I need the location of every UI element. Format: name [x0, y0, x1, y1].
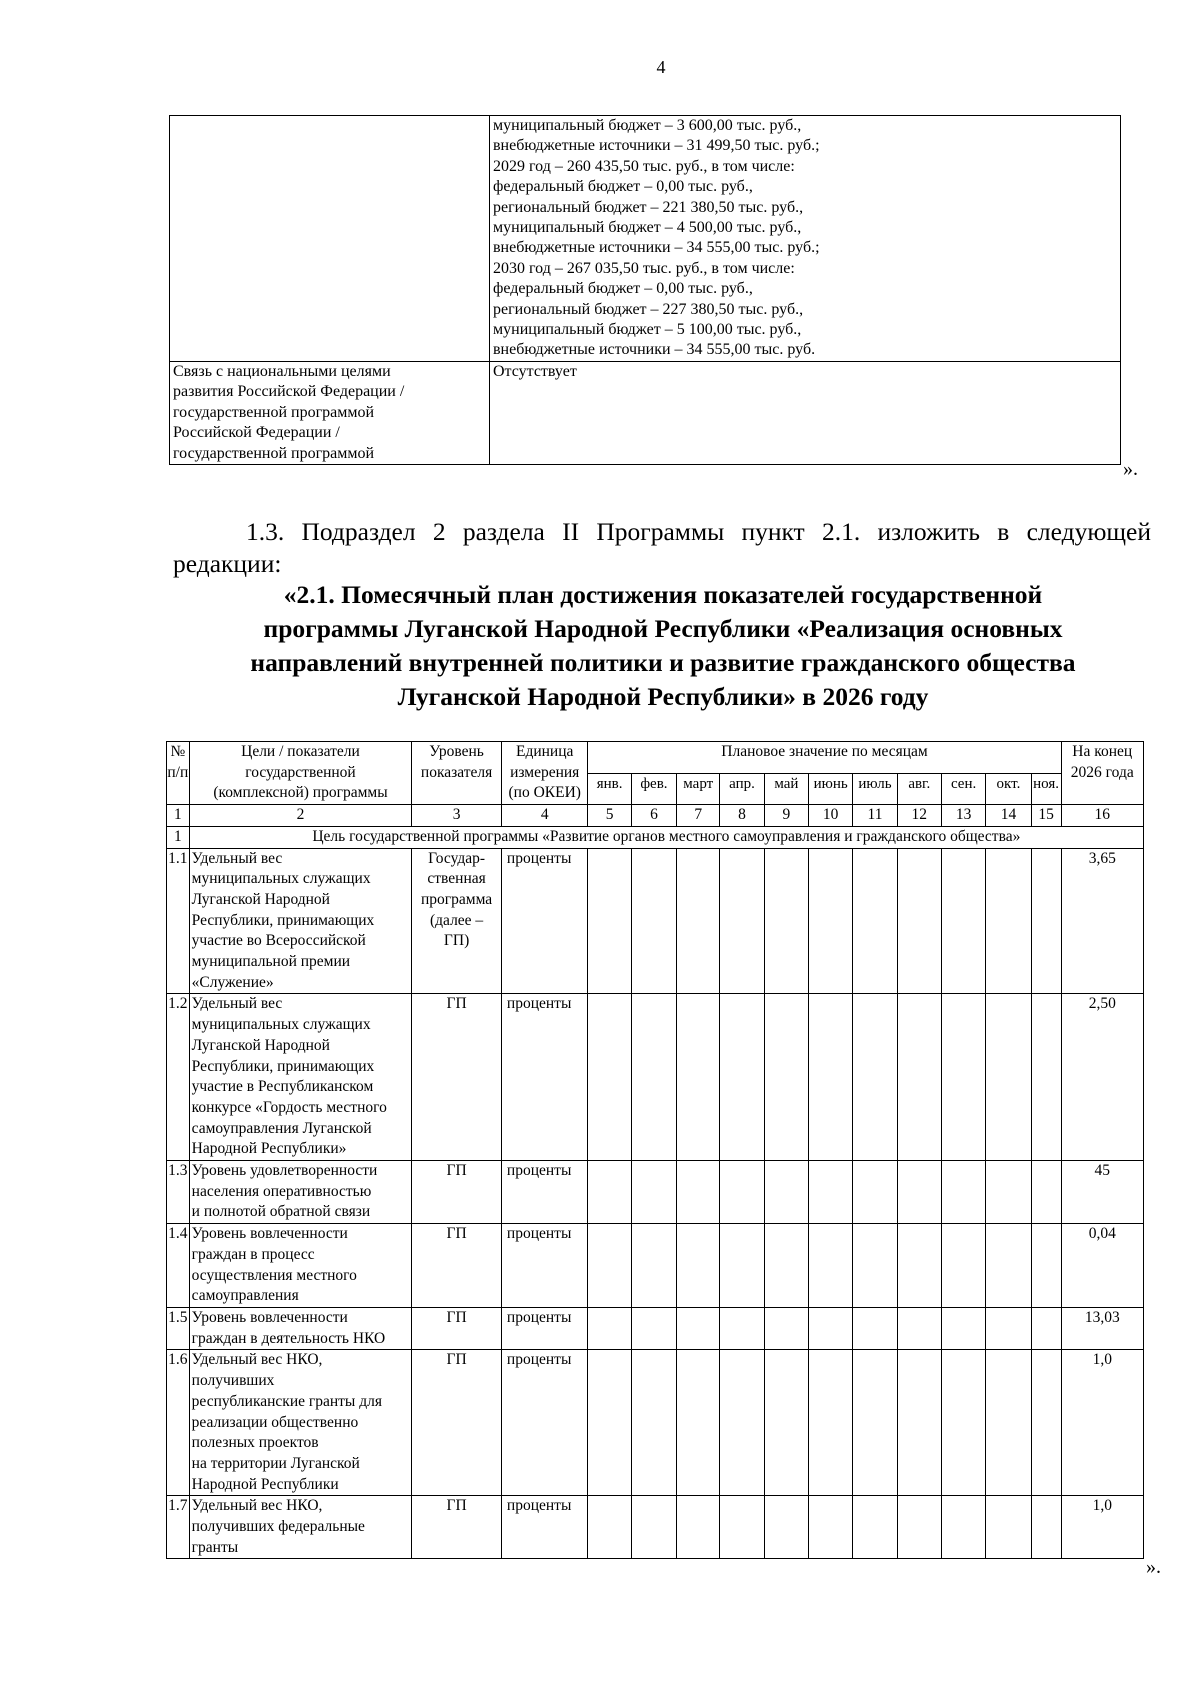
indicator-unit: проценты — [501, 1496, 588, 1559]
indicator-level — [412, 1161, 502, 1224]
month-value-cell — [764, 1307, 808, 1349]
month-value-cell — [941, 848, 985, 994]
month-value-cell — [986, 1161, 1031, 1224]
indicator-name-line: муниципальной премии — [191, 953, 351, 971]
indicator-name-line: получивших федеральные — [191, 1518, 365, 1536]
month-value-cell — [631, 1224, 676, 1308]
indicator-name-line: Удельный вес НКО, — [191, 1497, 323, 1515]
month-value-cell — [720, 1496, 764, 1559]
header-text: государственной — [245, 763, 356, 781]
table-row — [167, 848, 1144, 994]
month-value-cell — [897, 1307, 941, 1349]
month-value-cell — [720, 1224, 764, 1308]
month-value-cell — [1031, 1350, 1061, 1496]
month-value-cell — [631, 994, 676, 1161]
header-end — [1061, 742, 1143, 805]
indicator-name-line: и полнотой обратной связи — [191, 1203, 371, 1221]
page-number: 4 — [656, 57, 666, 77]
indicator-level-line: ГП — [446, 1162, 467, 1180]
month-value-cell — [588, 848, 631, 994]
indicator-level-line: ГП — [446, 1225, 467, 1243]
month-value-cell — [764, 1496, 808, 1559]
indicator-name-line: получивших — [191, 1372, 275, 1390]
month-value-cell — [631, 1496, 676, 1559]
financing-line: региональный бюджет – 227 380,50 тыс. руб., — [493, 300, 804, 318]
month-value-cell — [677, 1496, 720, 1559]
column-number: 9 — [764, 805, 808, 827]
indicator-name-line: Уровень удовлетворенности — [191, 1162, 378, 1180]
indicator-rows — [167, 848, 1144, 1559]
month-value-cell — [720, 994, 764, 1161]
month-value-cell — [941, 994, 985, 1161]
year-end-value: 13,03 — [1061, 1307, 1143, 1349]
month-header: июль — [853, 773, 897, 805]
month-value-cell — [677, 848, 720, 994]
month-value-cell — [809, 848, 853, 994]
link-label-line: государственной программой — [173, 444, 375, 462]
row-number: 1.6 — [167, 1350, 190, 1496]
header-row — [167, 742, 1144, 774]
month-value-cell — [986, 1224, 1031, 1308]
month-value-cell — [720, 1350, 764, 1496]
header-goals — [189, 742, 412, 805]
indicator-name-line: «Служение» — [191, 973, 274, 991]
header-level — [412, 742, 502, 805]
month-value-cell — [1031, 994, 1061, 1161]
month-value-cell — [764, 994, 808, 1161]
month-value-cell — [764, 848, 808, 994]
month-header: ноя. — [1031, 773, 1061, 805]
indicator-name-line: республиканские гранты для — [191, 1392, 382, 1410]
column-number: 13 — [941, 805, 985, 827]
month-value-cell — [1031, 848, 1061, 994]
indicator-name-line: Народной Республики — [191, 1475, 339, 1493]
column-numbers-row — [167, 805, 1144, 827]
header-text: (по ОКЕИ) — [508, 784, 581, 802]
financing-line: муниципальный бюджет – 4 500,00 тыс. руб., — [493, 219, 802, 237]
month-value-cell — [986, 848, 1031, 994]
month-value-cell — [853, 1161, 897, 1224]
passport-continuation-table — [169, 115, 1121, 465]
column-number: 7 — [677, 805, 720, 827]
financing-line: внебюджетные источники – 34 555,00 тыс. руб.; — [493, 239, 820, 257]
month-value-cell — [941, 1350, 985, 1496]
column-number: 5 — [588, 805, 631, 827]
financing-line: муниципальный бюджет – 3 600,00 тыс. руб., — [493, 117, 802, 134]
month-value-cell — [764, 1161, 808, 1224]
indicator-level — [412, 1496, 502, 1559]
column-number: 11 — [853, 805, 897, 827]
month-value-cell — [986, 994, 1031, 1161]
indicator-name-line: Народной Республики» — [191, 1140, 347, 1158]
header-text: На конец — [1072, 743, 1133, 760]
month-value-cell — [720, 1307, 764, 1349]
column-number: 1 — [167, 805, 190, 827]
month-value-cell — [853, 1224, 897, 1308]
indicator-name-line: населения оперативностью — [191, 1182, 372, 1200]
month-value-cell — [588, 994, 631, 1161]
month-header: окт. — [986, 773, 1031, 805]
link-label-line: Российской Федерации / — [173, 424, 340, 442]
month-value-cell — [941, 1224, 985, 1308]
indicator-unit: проценты — [501, 1161, 588, 1224]
month-value-cell — [986, 1350, 1031, 1496]
indicator-level-line: ГП) — [443, 932, 470, 950]
column-number: 15 — [1031, 805, 1061, 827]
financing-line: внебюджетные источники – 31 499,50 тыс. руб.; — [493, 137, 820, 155]
month-value-cell — [809, 1307, 853, 1349]
indicator-level — [412, 1224, 502, 1308]
year-end-value: 1,0 — [1061, 1496, 1143, 1559]
month-value-cell — [588, 1307, 631, 1349]
indicator-name-line: реализации общественно — [191, 1413, 359, 1431]
financing-row — [170, 116, 1121, 362]
header-text: измерения — [510, 763, 580, 781]
financing-line: муниципальный бюджет – 5 100,00 тыс. руб., — [493, 321, 802, 339]
financing-label-cell — [170, 116, 490, 362]
month-value-cell — [809, 1496, 853, 1559]
indicator-level — [412, 1307, 502, 1349]
indicator-level-line: программа — [421, 890, 493, 908]
month-value-cell — [809, 1350, 853, 1496]
year-end-value: 2,50 — [1061, 994, 1143, 1161]
column-number: 4 — [501, 805, 588, 827]
national-goals-link-value: Отсутствует — [490, 361, 1121, 464]
month-value-cell — [631, 848, 676, 994]
table-row — [167, 1350, 1144, 1496]
year-end-value: 0,04 — [1061, 1224, 1143, 1308]
indicator-level — [412, 848, 502, 994]
indicator-level-line: (далее – — [430, 911, 484, 929]
indicator-name-line: участие в Республиканском — [191, 1078, 374, 1096]
financing-line: 2030 год – 267 035,50 тыс. руб., в том числе: — [493, 259, 795, 277]
heading-line: «2.1. Помесячный план достижения показателей государственной — [283, 580, 1043, 609]
national-goals-link-label — [170, 361, 490, 464]
financing-value-cell — [490, 116, 1121, 362]
indicator-unit: проценты — [501, 1350, 588, 1496]
month-value-cell — [1031, 1496, 1061, 1559]
national-goals-link-row — [170, 361, 1121, 464]
row-number: 1.5 — [167, 1307, 190, 1349]
indicator-name — [189, 848, 412, 994]
indicator-level — [412, 994, 502, 1161]
goal-text: Цель государственной программы «Развитие органов местного самоуправления и гражданского общества» — [189, 826, 1143, 848]
table-row — [167, 1307, 1144, 1349]
month-value-cell — [631, 1307, 676, 1349]
header-unit — [501, 742, 588, 805]
indicator-name — [189, 1350, 412, 1496]
header-text: № — [170, 743, 186, 760]
month-value-cell — [897, 848, 941, 994]
month-header: авг. — [897, 773, 941, 805]
indicator-name-line: конкурсе «Гордость местного — [191, 1098, 387, 1116]
month-value-cell — [588, 1496, 631, 1559]
financing-line: региональный бюджет – 221 380,50 тыс. руб., — [493, 198, 804, 216]
financing-line: федеральный бюджет – 0,00 тыс. руб., — [493, 280, 753, 298]
indicator-level-line: ГП — [446, 1497, 467, 1515]
column-number: 2 — [189, 805, 412, 827]
month-value-cell — [941, 1161, 985, 1224]
row-number: 1.3 — [167, 1161, 190, 1224]
indicator-name-line: Республики, принимающих — [191, 911, 375, 929]
indicator-name-line: муниципальных служащих — [191, 1016, 371, 1034]
column-number: 3 — [412, 805, 502, 827]
column-number: 12 — [897, 805, 941, 827]
table-row — [167, 994, 1144, 1161]
indicator-name — [189, 994, 412, 1161]
link-label-line: Связь с национальными целями — [173, 362, 391, 380]
month-value-cell — [853, 994, 897, 1161]
column-number: 10 — [809, 805, 853, 827]
goal-row — [167, 826, 1144, 848]
indicator-unit: проценты — [501, 1307, 588, 1349]
year-end-value: 3,65 — [1061, 848, 1143, 994]
column-number: 8 — [720, 805, 764, 827]
month-header: сен. — [941, 773, 985, 805]
header-text: п/п — [167, 763, 189, 781]
header-text: Цели / показатели — [241, 743, 360, 760]
month-header: янв. — [588, 773, 631, 805]
indicator-name — [189, 1496, 412, 1559]
month-header: июнь — [809, 773, 853, 805]
link-label-line: развития Российской Федерации / — [173, 383, 405, 401]
indicator-level-line: ГП — [446, 1351, 467, 1369]
month-value-cell — [986, 1307, 1031, 1349]
month-header: май — [764, 773, 808, 805]
closing-quote-mark: ». — [1123, 458, 1138, 480]
indicator-name-line: полезных проектов — [191, 1434, 319, 1452]
indicator-name-line: Луганской Народной — [191, 1036, 330, 1054]
monthly-plan-table — [166, 741, 1144, 1559]
table-row — [167, 1161, 1144, 1224]
month-value-cell — [897, 1350, 941, 1496]
header-text: Единица — [515, 743, 574, 760]
month-header: апр. — [720, 773, 764, 805]
indicator-name-line: Луганской Народной — [191, 890, 330, 908]
month-value-cell — [853, 848, 897, 994]
indicator-name-line: муниципальных служащих — [191, 870, 371, 888]
month-value-cell — [677, 994, 720, 1161]
month-value-cell — [677, 1224, 720, 1308]
indicator-name-line: Удельный вес НКО, — [191, 1351, 323, 1369]
month-value-cell — [897, 1161, 941, 1224]
paragraph-line: 1.3. Подраздел 2 раздела II Программы пункт 2.1. изложить в следующей — [246, 517, 1151, 546]
indicator-name-line: Уровень вовлеченности — [191, 1225, 348, 1243]
month-value-cell — [588, 1161, 631, 1224]
month-value-cell — [764, 1350, 808, 1496]
paragraph-line: редакции: — [173, 549, 282, 578]
row-number: 1.7 — [167, 1496, 190, 1559]
financing-line: внебюджетные источники – 34 555,00 тыс. руб. — [493, 341, 816, 359]
month-value-cell — [809, 1224, 853, 1308]
month-value-cell — [853, 1350, 897, 1496]
month-header: фев. — [631, 773, 676, 805]
financing-line: 2029 год – 260 435,50 тыс. руб., в том числе: — [493, 157, 795, 175]
indicator-name — [189, 1161, 412, 1224]
month-value-cell — [631, 1350, 676, 1496]
month-value-cell — [941, 1496, 985, 1559]
section-heading — [173, 578, 1153, 714]
month-value-cell — [631, 1161, 676, 1224]
indicator-level-line: Государ- — [428, 849, 486, 867]
table-row — [167, 1224, 1144, 1308]
column-number: 16 — [1061, 805, 1143, 827]
indicator-name-line: Удельный вес — [191, 995, 283, 1013]
indicator-name-line: граждан в деятельность НКО — [191, 1329, 386, 1347]
column-number: 14 — [986, 805, 1031, 827]
month-value-cell — [677, 1161, 720, 1224]
amendment-paragraph — [173, 516, 1151, 580]
indicator-name-line: осуществления местного — [191, 1266, 357, 1284]
indicator-name-line: гранты — [191, 1538, 239, 1556]
indicator-unit: проценты — [501, 848, 588, 994]
month-value-cell — [1031, 1161, 1061, 1224]
month-value-cell — [720, 1161, 764, 1224]
year-end-value: 1,0 — [1061, 1350, 1143, 1496]
month-value-cell — [677, 1307, 720, 1349]
financing-line: федеральный бюджет – 0,00 тыс. руб., — [493, 178, 753, 196]
month-value-cell — [588, 1224, 631, 1308]
month-value-cell — [941, 1307, 985, 1349]
month-value-cell — [720, 848, 764, 994]
month-value-cell — [853, 1307, 897, 1349]
header-text: 2026 года — [1070, 763, 1134, 781]
month-value-cell — [897, 1224, 941, 1308]
indicator-level-line: ГП — [446, 995, 467, 1013]
header-text: Уровень — [429, 743, 484, 760]
header-text: (комплексной) программы — [213, 784, 388, 802]
indicator-name-line: Уровень вовлеченности — [191, 1308, 348, 1326]
indicator-name-line: Удельный вес — [191, 849, 283, 867]
row-number: 1.2 — [167, 994, 190, 1161]
month-value-cell — [986, 1496, 1031, 1559]
indicator-name — [189, 1307, 412, 1349]
indicator-level — [412, 1350, 502, 1496]
indicator-unit: проценты — [501, 1224, 588, 1308]
month-value-cell — [853, 1496, 897, 1559]
month-value-cell — [1031, 1224, 1061, 1308]
heading-line: программы Луганской Народной Республики «Реализация основных — [263, 614, 1063, 643]
closing-quote-mark: ». — [1146, 1556, 1161, 1578]
indicator-name-line: на территории Луганской — [191, 1454, 360, 1472]
header-planned: Плановое значение по месяцам — [588, 742, 1061, 774]
heading-line: Луганской Народной Республики» в 2026 году — [397, 682, 929, 711]
month-value-cell — [897, 994, 941, 1161]
goal-number: 1 — [167, 826, 190, 848]
month-value-cell — [897, 1496, 941, 1559]
row-number: 1.1 — [167, 848, 190, 994]
indicator-level-line: ственная — [427, 870, 486, 888]
indicator-unit: проценты — [501, 994, 588, 1161]
month-value-cell — [1031, 1307, 1061, 1349]
month-header: март — [677, 773, 720, 805]
column-number: 6 — [631, 805, 676, 827]
link-label-line: государственной программой — [173, 403, 375, 421]
header-no — [167, 742, 190, 805]
month-value-cell — [809, 1161, 853, 1224]
indicator-name-line: участие во Всероссийской — [191, 932, 366, 950]
header-text: показателя — [420, 763, 493, 781]
indicator-name-line: Республики, принимающих — [191, 1057, 375, 1075]
month-value-cell — [677, 1350, 720, 1496]
heading-line: направлений внутренней политики и развитие гражданского общества — [250, 648, 1076, 677]
month-value-cell — [809, 994, 853, 1161]
year-end-value: 45 — [1061, 1161, 1143, 1224]
indicator-level-line: ГП — [446, 1308, 467, 1326]
indicator-name-line: самоуправления Луганской — [191, 1119, 372, 1137]
indicator-name-line: граждан в процесс — [191, 1245, 315, 1263]
table-row — [167, 1496, 1144, 1559]
month-value-cell — [764, 1224, 808, 1308]
row-number: 1.4 — [167, 1224, 190, 1308]
indicator-name — [189, 1224, 412, 1308]
indicator-name-line: самоуправления — [191, 1287, 299, 1305]
month-value-cell — [588, 1350, 631, 1496]
